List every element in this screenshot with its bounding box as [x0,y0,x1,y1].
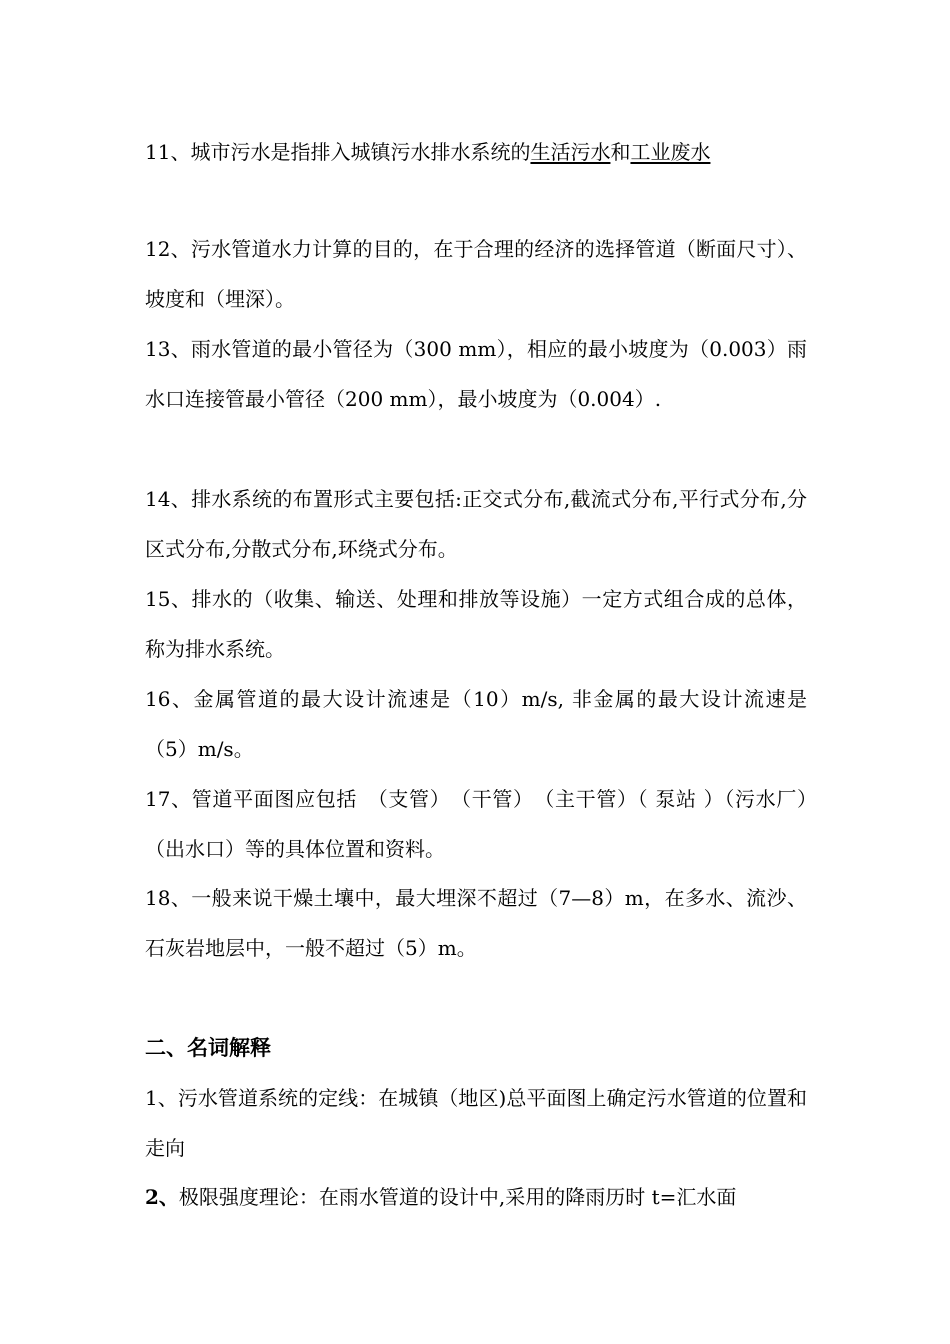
question-18: 18、一般来说干燥土壤中，最大埋深不超过（7—8）m，在多水、流沙、石灰岩地层中，一般不超过（5）m。 [145,886,807,960]
answer-industrial-wastewater: 工业废水 [630,140,711,164]
question-14: 14、排水系统的布置形式主要包括:正交式分布,截流式分布,平行式分布,分区式分布,分散式分布,环绕式分布。 [145,487,807,561]
question-12: 12、污水管道水力计算的目的，在于合理的经济的选择管道（断面尺寸）、坡度和（埋深）。 [145,237,807,311]
definition-1: 1、污水管道系统的定线：在城镇（地区)总平面图上确定污水管道的位置和走向 [145,1086,807,1160]
question-15: 15、排水的（收集、输送、处理和排放等设施）一定方式组合成的总体，称为排水系统。 [145,587,807,661]
question-11-prefix: 11、城市污水是指排入城镇污水排水系统的 [145,140,531,164]
question-16: 16、金属管道的最大设计流速是（10）m/s, 非金属的最大设计流速是（5）m/s。 [145,687,807,761]
definition-2-number: 2、 [145,1185,179,1209]
definition-2-text: 极限强度理论：在雨水管道的设计中,采用的降雨历时 t=汇水面 [178,1185,737,1209]
question-17: 17、管道平面图应包括 （支管） （干管） （主干管）（ 泵站 ）（污水厂） （出水口）等的具体位置和资料。 [145,787,827,861]
question-13: 13、雨水管道的最小管径为（300 mm），相应的最小坡度为（0.003）雨水口连接管最小管径（200 mm），最小坡度为（0.004）. [145,337,807,411]
definition-2 [145,1172,807,1222]
question-11 [145,127,807,177]
question-11-mid: 和 [610,140,631,164]
answer-domestic-sewage: 生活污水 [530,140,611,164]
section-heading-definitions: 二、名词解释 [145,1035,271,1060]
